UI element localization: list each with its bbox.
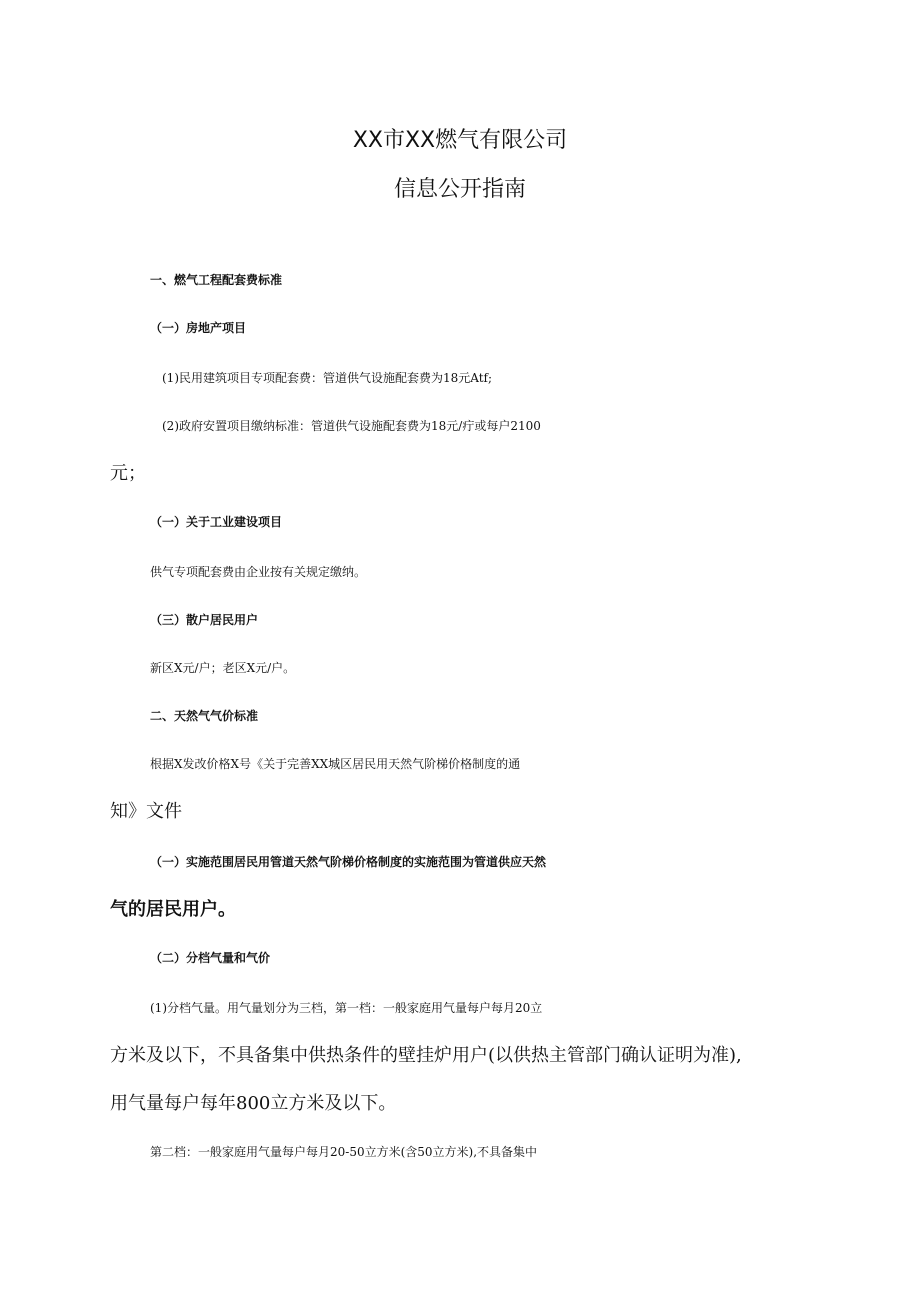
subsection-heading-industrial: （一）关于工业建设项目: [150, 515, 283, 529]
subsection-heading-real-estate: （一）房地产项目: [150, 321, 247, 335]
paragraph-line: 新区X元/户；老区X元/户。: [150, 661, 296, 675]
paragraph-line: 供气专项配套费由企业按有关规定缴纳。: [150, 565, 367, 579]
paragraph-line: 用气量每户每年800立方米及以下。: [110, 1093, 397, 1114]
section-heading-2: 二、天然气气价标准: [150, 709, 259, 723]
paragraph-line: 根据X发改价格X号《关于完善XX城区居民用天然气阶梯价格制度的通: [150, 757, 521, 771]
paragraph-line: (1)民用建筑项目专项配套费：管道供气设施配套费为18元Atf;: [162, 371, 493, 385]
document-subtitle: 信息公开指南: [393, 177, 526, 202]
subsection-heading-residents: （三）散户居民用户: [150, 613, 259, 627]
paragraph-line: 知》文件: [110, 801, 182, 822]
paragraph-line: 元；: [110, 463, 146, 484]
paragraph-line: 方米及以下，不具备集中供热条件的壁挂炉用户(以供热主管部门确认证明为准),: [110, 1045, 742, 1066]
subsection-heading-scope: （一）实施范围居民用管道天然气阶梯价格制度的实施范围为管道供应天然: [150, 855, 547, 869]
subsection-heading-tiers: （二）分档气量和气价: [150, 951, 271, 965]
paragraph-line: (1)分档气量。用气量划分为三档，第一档：一般家庭用气量每户每月20立: [150, 1001, 543, 1015]
paragraph-line: (2)政府安置项目缴纳标准：管道供气设施配套费为18元/疔或每户2100: [162, 419, 541, 433]
document-title: XX市XX燃气有限公司: [352, 128, 568, 153]
paragraph-line: 第二档：一般家庭用气量每户每月20-50立方米(含50立方米),不具备集中: [150, 1145, 538, 1159]
subsection-heading-scope-cont: 气的居民用户。: [110, 899, 236, 920]
section-heading-1: 一、燃气工程配套费标准: [150, 273, 283, 287]
